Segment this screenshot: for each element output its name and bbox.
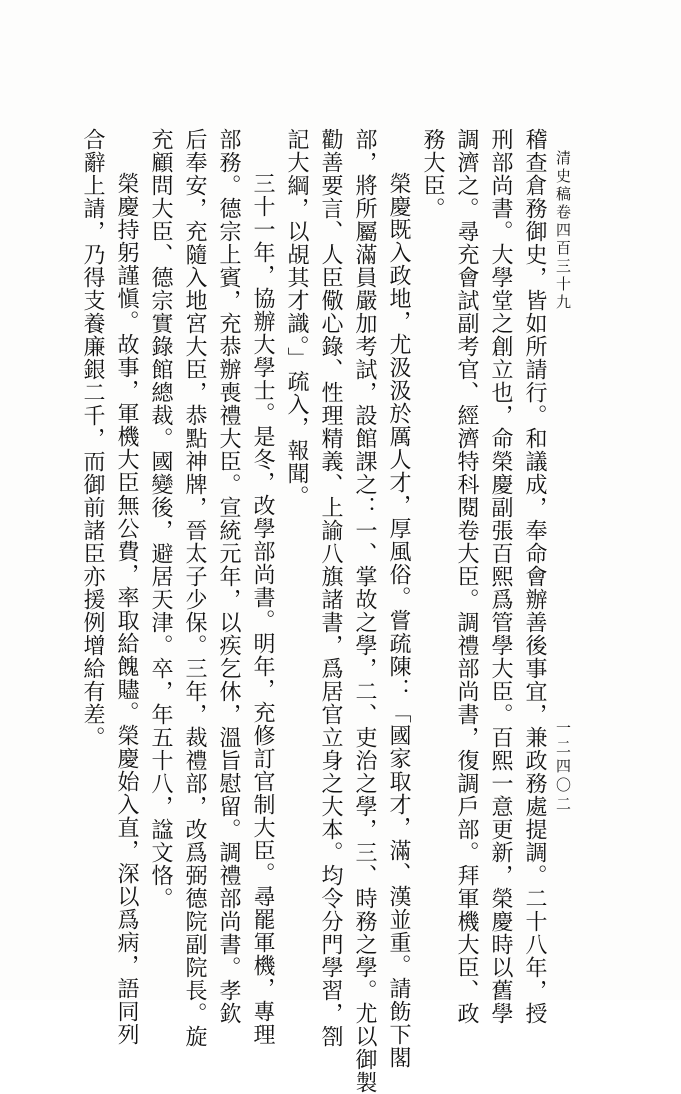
text-column: 充顧問大臣、德宗實錄館總裁。國變後，避居天津。卒，年五十八，諡文恪。 <box>148 128 173 910</box>
text-column: 榮慶既入政地，尤汲汲於厲人才，厚風俗。嘗疏陳：「國家取才，滿、漢並重。請飭下閣 <box>386 172 411 1069</box>
text-column: 勸善要言、人臣儆心錄、性理精義、上諭八旗諸書，爲居官立身之大本。均令分門學習，劄 <box>318 128 343 1048</box>
text-column: 記大綱，以覘其才識。」疏入，報聞。 <box>284 128 309 508</box>
text-column: 調濟之。尋充會試副考官、經濟特科閱卷大臣。調禮部尚書，復調戶部。拜軍機大臣、政 <box>454 128 479 1025</box>
text-column: 部，將所屬滿員嚴加考試，設館課之：一、掌故之學，二、吏治之學，三、時務之學。尤以御製 <box>352 128 377 1094</box>
text-column: 榮慶持躬謹愼。故事，軍機大臣無公費，率取給餽贐。榮慶始入直，深以爲病，語同列 <box>114 172 139 1046</box>
text-column: 后奉安，充隨入地宮大臣，恭點神牌，晉太子少保。三年，裁禮部，改爲弼德院副院長。旋 <box>182 128 207 1048</box>
text-column: 刑部尚書。大學堂之創立也，命榮慶副張百熙爲管學大臣。百熙一意更新，榮慶時以舊學 <box>488 128 513 1025</box>
main-text <box>75 128 551 1094</box>
text-column: 合辭上請，乃得支養廉銀二千，而御前諸臣亦援例增給有差。 <box>80 128 105 749</box>
running-title: 清史稿卷四百三十九 <box>554 150 572 312</box>
text-column: 三十一年，協辦大學士。是冬，改學部尚書。明年，充修訂官制大臣。尋罷軍機，專理 <box>250 172 275 1046</box>
text-column: 部務。德宗上賓，充恭辦喪禮大臣。宣統元年，以疾乞休，溫旨慰留。調禮部尚書。孝欽 <box>216 128 241 1025</box>
text-column: 務大臣。 <box>420 128 445 220</box>
text-column: 稽查倉務御史，皆如所請行。和議成，奉命會辦善後事宜，兼政務處提調。二十八年，授 <box>522 128 547 1025</box>
page-number: 一二四〇二 <box>554 720 572 815</box>
